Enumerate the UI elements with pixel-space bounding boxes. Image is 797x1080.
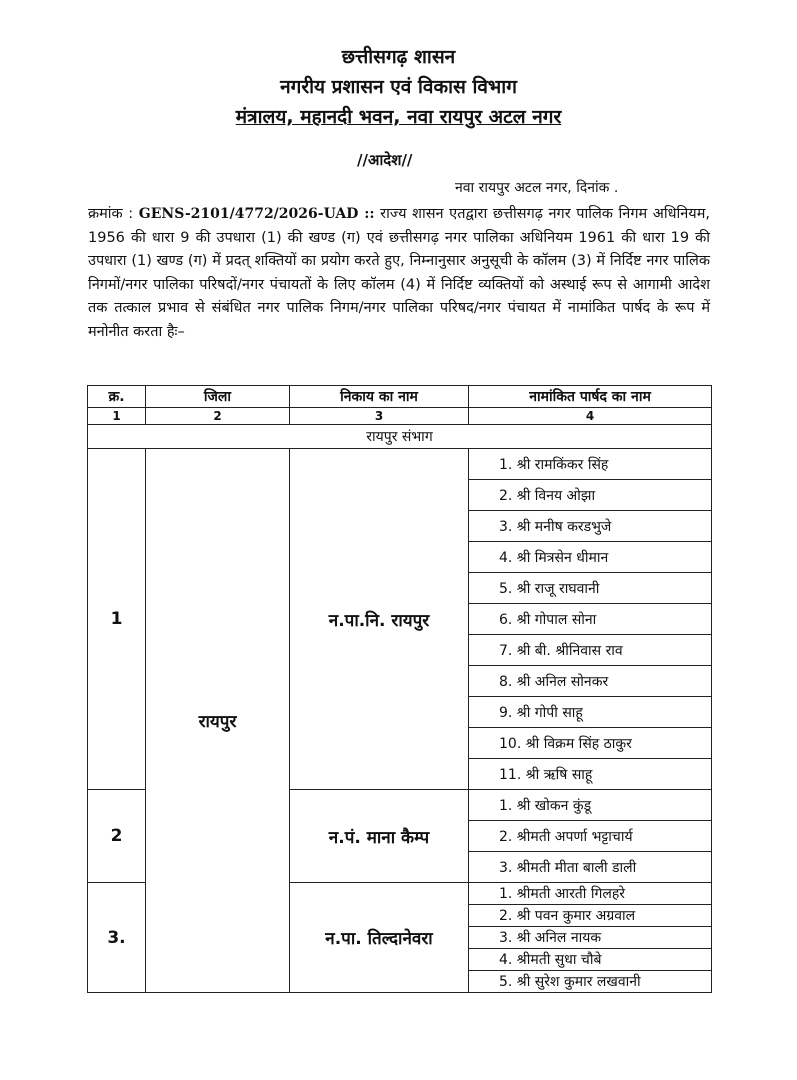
header-district: जिला (146, 386, 290, 408)
header-department: नगरीय प्रशासन एवं विकास विभाग (280, 76, 517, 98)
column-number-row (88, 408, 712, 425)
column-number: 4 (469, 408, 712, 425)
serial-cell: 1 (88, 449, 146, 790)
nominee-name: 4. श्रीमती सुधा चौबे (469, 949, 712, 971)
nominee-name: 11. श्री ऋषि साहू (469, 759, 712, 790)
nomination-table (87, 385, 712, 993)
column-number: 3 (290, 408, 469, 425)
nominee-name: 3. श्री मनीष करडभुजे (469, 511, 712, 542)
body-cell: न.पं. माना कैम्प (290, 790, 469, 883)
body-cell: न.पा.नि. रायपुर (290, 449, 469, 790)
header-body-name: निकाय का नाम (290, 386, 469, 408)
nominee-name: 3. श्री अनिल नायक (469, 927, 712, 949)
order-number-prefix: क्रमांक : (88, 206, 134, 222)
nominee-name: 8. श्री अनिल सोनकर (469, 666, 712, 697)
serial-cell: 2 (88, 790, 146, 883)
nominee-name: 2. श्री पवन कुमार अग्रवाल (469, 905, 712, 927)
nominee-name: 2. श्रीमती अपर्णा भट्टाचार्य (469, 821, 712, 852)
nominee-name: 9. श्री गोपी साहू (469, 697, 712, 728)
header-government: छत्तीसगढ़ शासन (341, 46, 456, 68)
column-number: 1 (88, 408, 146, 425)
order-title: //आदेश// (357, 151, 413, 169)
column-number: 2 (146, 408, 290, 425)
nominee-name: 7. श्री बी. श्रीनिवास राव (469, 635, 712, 666)
header-address: मंत्रालय, महानदी भवन, नवा रायपुर अटल नगर (235, 106, 562, 128)
nominee-name: 2. श्री विनय ओझा (469, 480, 712, 511)
nominee-name: 3. श्रीमती मीता बाली डाली (469, 852, 712, 883)
order-body: राज्य शासन एतद्वारा छत्तीसगढ़ नगर पालिक निगम अधिनियम, 1956 की धारा 9 की उपधारा (1) की खण्ड (ग) एवं छत्तीसगढ़ नगर पालिका अधिनियम 1961 की धारा 19 की उपधारा (1) खण्ड (ग) में प्रदत् शक्तियों का प्रयोग करते हुए, निम्नानुसार अनुसूची के कॉलम (3) में निर्दिष्ट नगर पालिक निगमों/नगर पालिका परिषदों/नगर पंचायतों के लिए कॉलम (4) में निर्दिष्ट व्यक्तियों को अस्थाई रूप से आगामी आदेश तक तत्काल प्रभाव से संबंधित नगर पालिक निगम/नगर पालिका परिषद/नगर पंचायत में नामांकित पार्षद के रूप में मनोनीत करता हैः– (88, 206, 710, 340)
table-header-row (88, 386, 712, 408)
district-cell: रायपुर (146, 449, 290, 993)
nominee-name: 5. श्री राजू राघवानी (469, 573, 712, 604)
nominee-name: 5. श्री सुरेश कुमार लखवानी (469, 971, 712, 993)
nominee-name: 10. श्री विक्रम सिंह ठाकुर (469, 728, 712, 759)
nominee-name: 4. श्री मित्रसेन धीमान (469, 542, 712, 573)
header-nominee-name: नामांकित पार्षद का नाम (469, 386, 712, 408)
nominee-name: 1. श्रीमती आरती गिलहरे (469, 883, 712, 905)
body-cell: न.पा. तिल्दानेवरा (290, 883, 469, 993)
nominee-name: 6. श्री गोपाल सोना (469, 604, 712, 635)
division-row (88, 425, 712, 449)
header-serial: क्र. (88, 386, 146, 408)
division-name: रायपुर संभाग (88, 425, 712, 449)
document-header (0, 42, 797, 132)
order-number: GENS-2101/4772/2026-UAD :: (138, 206, 375, 222)
table-row (88, 449, 712, 480)
nominee-name: 1. श्री खोकन कुंडू (469, 790, 712, 821)
order-paragraph (88, 203, 710, 344)
serial-cell: 3. (88, 883, 146, 993)
dateline: नवा रायपुर अटल नगर, दिनांक . (455, 180, 619, 196)
nominee-name: 1. श्री रामकिंकर सिंह (469, 449, 712, 480)
